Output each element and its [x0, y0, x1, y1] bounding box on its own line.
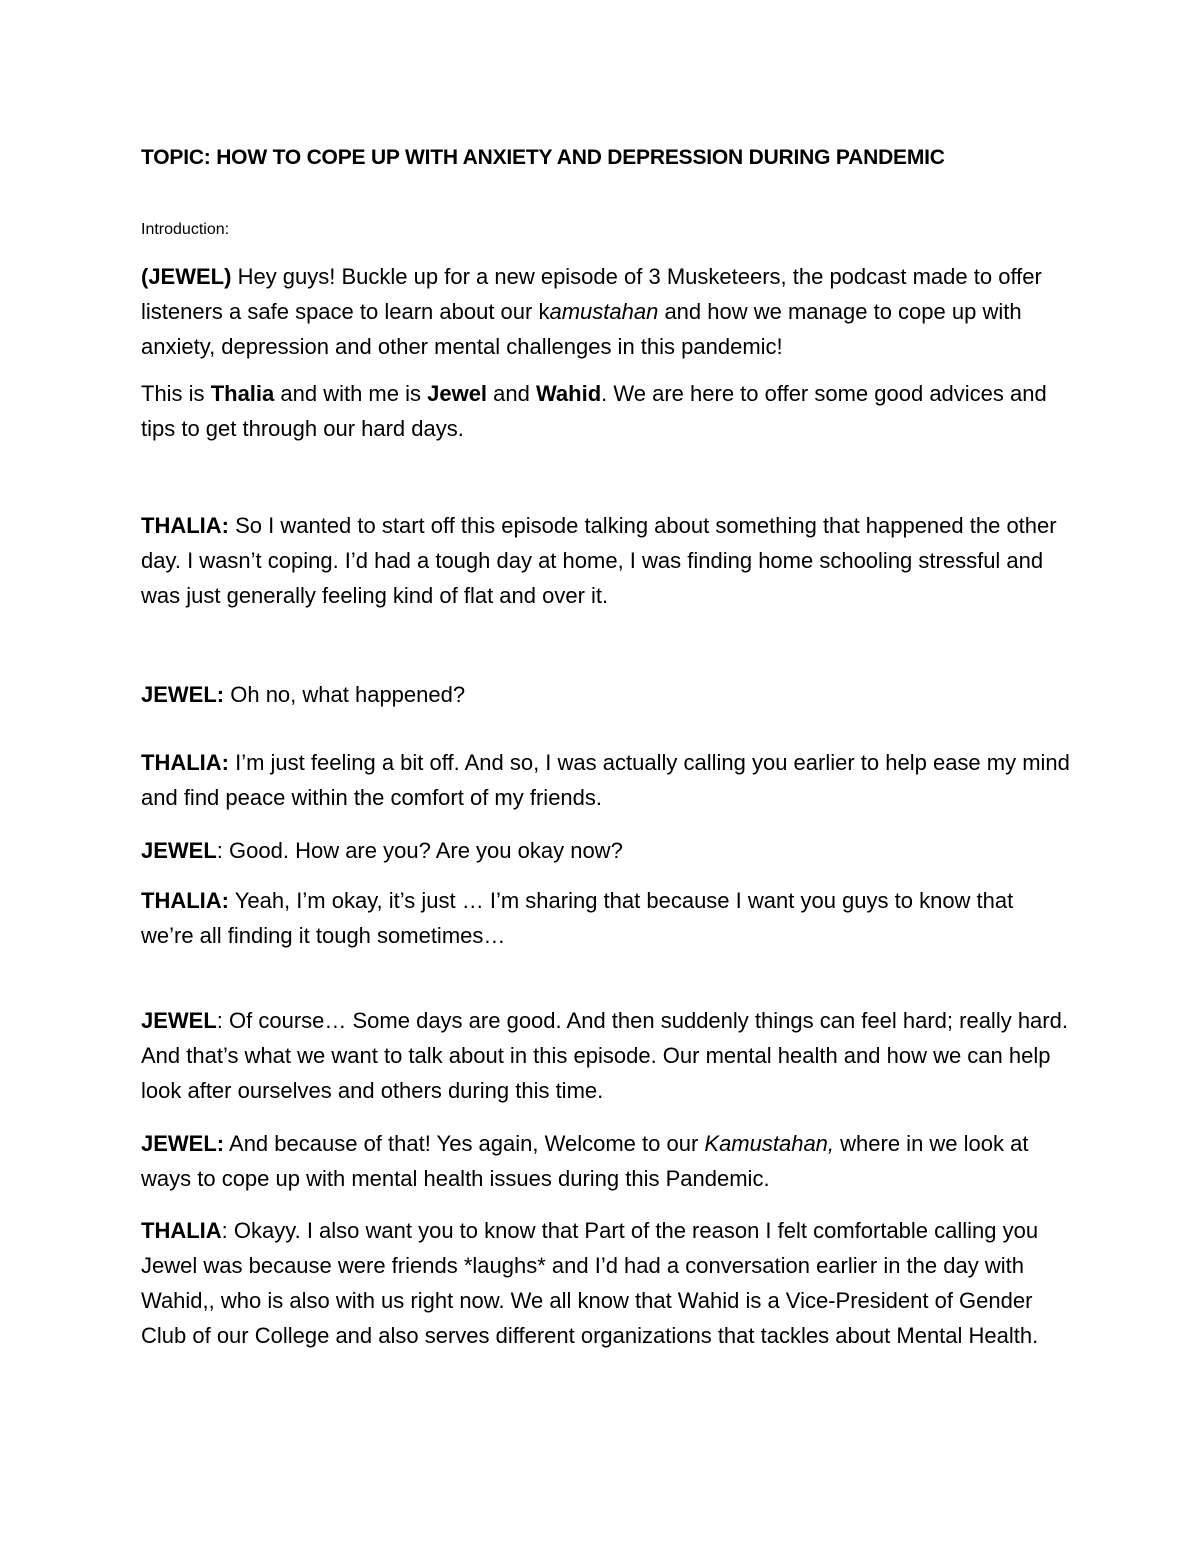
dialogue-text: This is: [141, 381, 211, 406]
speaker-label: JEWEL:: [141, 1131, 225, 1156]
dialogue-text: and how we manage to cope up with anxiety, depression and other mental challenges in this pandemic!: [141, 299, 1022, 359]
dialogue-paragraph: [141, 833, 1071, 868]
document-title: TOPIC: HOW TO COPE UP WITH ANXIETY AND DEPRESSION DURING PANDEMIC: [141, 146, 945, 169]
speaker-label: THALIA:: [141, 513, 229, 538]
dialogue-paragraph: [141, 1213, 1071, 1353]
dialogue-text: and: [487, 381, 536, 406]
dialogue-text: So I wanted to start off this episode talking about something that happened the other day. I wasn’t coping. I’d had a tough day at home, I was finding home schooling stressful and was just generally feeling kind of flat and over it.: [141, 513, 1057, 608]
emphasis-text: amustahan: [549, 299, 659, 324]
speaker-label: JEWEL: [141, 1008, 217, 1033]
intro-paragraph: [141, 259, 1071, 364]
dialogue-paragraph: [141, 677, 1071, 712]
introduction-label: Introduction:: [141, 221, 230, 238]
dialogue-text: and with me is: [274, 381, 428, 406]
speaker-label: THALIA:: [141, 750, 229, 775]
speaker-label: (JEWEL): [141, 264, 232, 289]
dialogue-text: : Okayy. I also want you to know that Part of the reason I felt comfortable calling you Jewel was because were friends *laughs* and I’d had a conversation earlier in the day with Wahid,, who is also with us right now. We all know that Wahid is a Vice-President of Gender Club of our College and also serves different organizations that tackles about Mental Health.: [141, 1218, 1039, 1348]
dialogue-paragraph: [141, 745, 1071, 815]
dialogue-text: Yeah, I’m okay, it’s just … I’m sharing that because I want you guys to know that we’re all finding it tough sometimes…: [141, 888, 1014, 948]
dialogue-paragraph: [141, 883, 1071, 953]
hosts-paragraph: [141, 376, 1071, 446]
emphasis-text: Kamustahan,: [704, 1131, 835, 1156]
dialogue-paragraph: [141, 1003, 1071, 1108]
dialogue-text: And because of that! Yes again, Welcome to our: [224, 1131, 705, 1156]
dialogue-text: where in we look at ways to cope up with mental health issues during this Pandemic.: [141, 1131, 1029, 1191]
dialogue-text: Hey guys! Buckle up for a new episode of 3 Musketeers, the podcast made to offer listeners a safe space to learn about our k: [141, 264, 1042, 324]
speaker-label: JEWEL:: [141, 682, 225, 707]
dialogue-text: I’m just feeling a bit off. And so, I was actually calling you earlier to help ease my mind and find peace within the comfort of my friends.: [141, 750, 1070, 810]
dialogue-text: : Good. How are you? Are you okay now?: [216, 838, 623, 863]
host-name-jewel: Jewel: [427, 381, 488, 406]
host-name-thalia: Thalia: [210, 381, 275, 406]
host-name-wahid: Wahid: [535, 381, 602, 406]
speaker-label: JEWEL: [141, 838, 217, 863]
dialogue-text: Oh no, what happened?: [224, 682, 466, 707]
dialogue-text: : Of course… Some days are good. And then suddenly things can feel hard; really hard. And that’s what we want to talk about in this episode. Our mental health and how we can help look after ourselves and others during this time.: [141, 1008, 1068, 1103]
speaker-label: THALIA: [141, 1218, 222, 1243]
speaker-label: THALIA:: [141, 888, 229, 913]
dialogue-text: . We are here to offer some good advices and tips to get through our hard days.: [141, 381, 1047, 441]
dialogue-paragraph: [141, 1126, 1071, 1196]
dialogue-paragraph: [141, 508, 1071, 613]
